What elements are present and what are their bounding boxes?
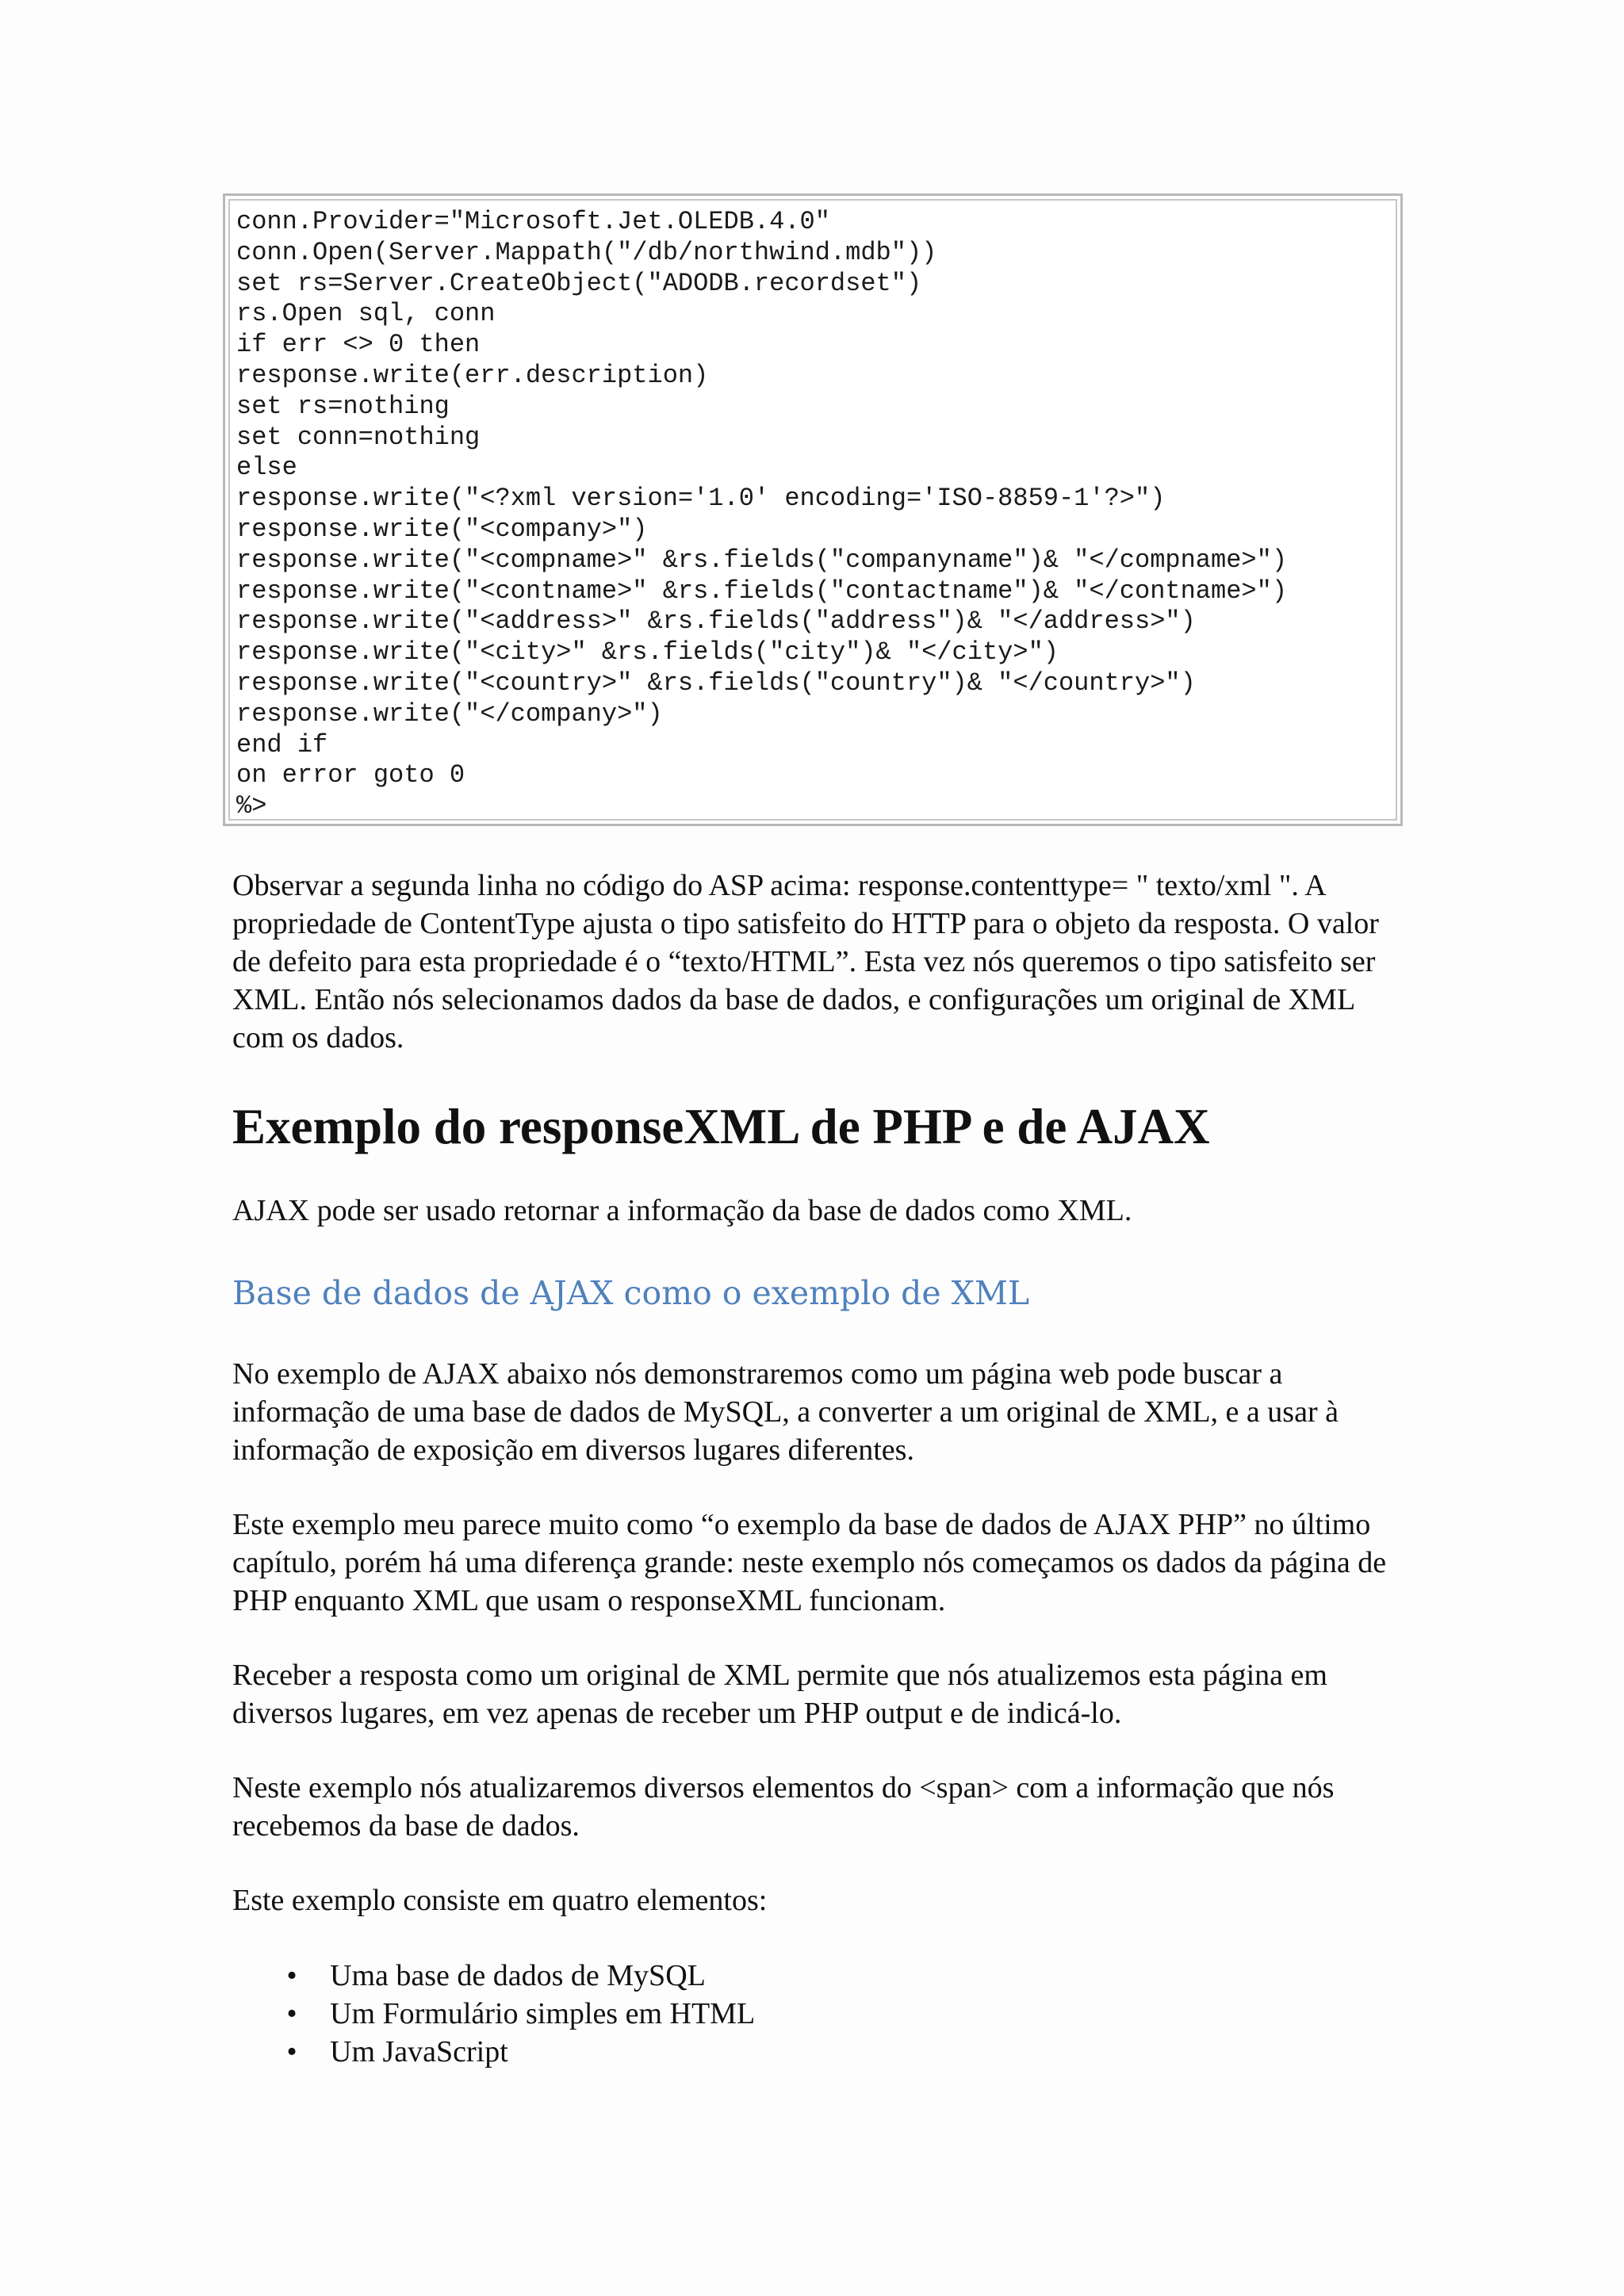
- list-item-text: Um JavaScript: [330, 2035, 508, 2068]
- comparison-paragraph-block: [232, 1506, 1398, 1620]
- list-item: [232, 2033, 1398, 2071]
- list-item: [232, 1957, 1398, 1995]
- code-line: set rs=nothing: [236, 391, 450, 421]
- intro-paragraph-block: [232, 1192, 1398, 1230]
- code-line: end if: [236, 729, 328, 760]
- code-line: response.write("<address>" &rs.fields("address")& "</address>"): [236, 607, 1196, 637]
- intro-paragraph: AJAX pode ser usado retornar a informação da base de dados como XML.: [232, 1194, 1132, 1227]
- elements-intro-paragraph-block: [232, 1881, 1398, 1919]
- code-line: set rs=Server.CreateObject("ADODB.recordset"): [236, 268, 922, 298]
- section-heading: Exemplo do responseXML de PHP e de AJAX: [232, 1099, 1210, 1154]
- code-line: response.write("<country>" &rs.fields("country")& "</country>"): [236, 668, 1196, 698]
- code-line: on error goto 0: [236, 760, 465, 790]
- code-line: set conn=nothing: [236, 422, 481, 452]
- code-line: rs.Open sql, conn: [236, 299, 496, 329]
- code-line: response.write("<company>"): [236, 514, 648, 544]
- code-line: response.write(err.description): [236, 360, 709, 390]
- comparison-paragraph: Este exemplo meu parece muito como “o exemplo da base de dados de AJAX PHP” no último capítulo, porém há uma diferença grande: neste exemplo nós começamos os dados da página de PHP enquanto XML que usam o responseXML funcionam.: [232, 1508, 1387, 1617]
- example-description-paragraph: No exemplo de AJAX abaixo nós demonstraremos como um página web pode buscar a informação de uma base de dados de MySQL, a converter a um original de XML, e a usar à informação de exposição em diversos lugares diferentes.: [232, 1357, 1339, 1467]
- code-line: %>: [236, 791, 267, 821]
- elements-list-block: [232, 1957, 1398, 2071]
- code-block-inner: [228, 199, 1397, 821]
- code-line: if err <> 0 then: [236, 330, 481, 360]
- section-heading-block: [232, 1096, 1398, 1157]
- explanation-paragraph: Observar a segunda linha no código do ASP acima: response.contenttype= " texto/xml ". A propriedade de ContentType ajusta o tipo satisfeito do HTTP para o objeto da resposta. O valor de defeito para esta propriedade é o “texto/HTML”. Esta vez nós queremos o tipo satisfeito ser XML. Então nós selecionamos dados da base de dados, e configurações um original de XML com os dados.: [232, 869, 1379, 1054]
- code-line: conn.Open(Server.Mappath("/db/northwind.mdb")): [236, 237, 937, 267]
- span-update-paragraph: Neste exemplo nós atualizaremos diversos elementos do <span> com a informação que nós recebemos da base de dados.: [232, 1771, 1335, 1843]
- list-item: [232, 1995, 1398, 2033]
- code-line: response.write("<?xml version='1.0' encoding='ISO-8859-1'?>"): [236, 484, 1166, 514]
- span-update-paragraph-block: [232, 1769, 1398, 1845]
- code-line: response.write("<city>" &rs.fields("city")& "</city>"): [236, 637, 1059, 668]
- xml-benefit-paragraph: Receber a resposta como um original de XML permite que nós atualizemos esta página em diversos lugares, em vez apenas de receber um PHP output e de indicá-lo.: [232, 1659, 1327, 1730]
- bullet-icon: •: [286, 2035, 297, 2068]
- code-line: else: [236, 453, 297, 483]
- code-block: [223, 193, 1403, 826]
- code-line: conn.Provider="Microsoft.Jet.OLEDB.4.0": [236, 207, 830, 236]
- bullet-icon: •: [286, 1959, 297, 1992]
- xml-benefit-paragraph-block: [232, 1656, 1398, 1732]
- example-description-block: [232, 1355, 1398, 1469]
- subsection-heading-block: [232, 1272, 1398, 1314]
- explanation-paragraph-block: [232, 867, 1398, 1057]
- elements-list: [232, 1957, 1398, 2071]
- elements-intro-paragraph: Este exemplo consiste em quatro elementos:: [232, 1884, 768, 1917]
- code-line: response.write("</company>"): [236, 698, 663, 729]
- code-line: response.write("<contname>" &rs.fields("contactname")& "</contname>"): [236, 576, 1288, 606]
- code-line: response.write("<compname>" &rs.fields("companyname")& "</compname>"): [236, 545, 1288, 575]
- bullet-icon: •: [286, 1997, 297, 2030]
- list-item-text: Uma base de dados de MySQL: [330, 1959, 706, 1992]
- subsection-heading: Base de dados de AJAX como o exemplo de XML: [232, 1274, 1030, 1312]
- list-item-text: Um Formulário simples em HTML: [330, 1997, 756, 2030]
